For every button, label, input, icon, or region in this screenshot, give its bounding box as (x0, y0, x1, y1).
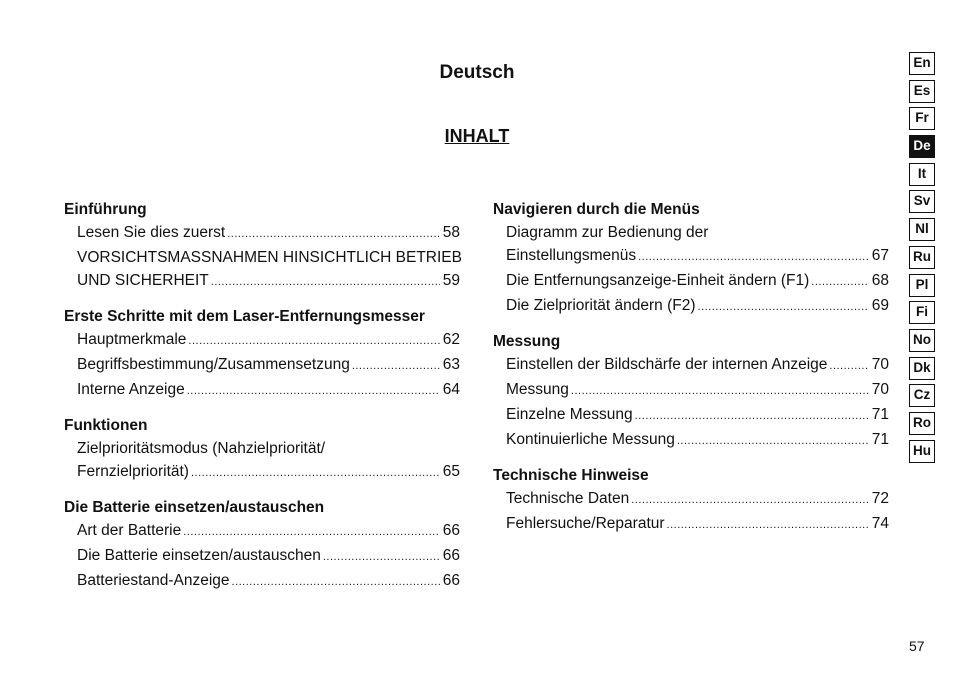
entry-title-line: Zielprioritätsmodus (Nahzielpriorität/ (77, 440, 326, 457)
entry-page-number: 64 (442, 381, 460, 398)
toc-section (64, 198, 460, 294)
entry-row (506, 269, 889, 294)
dot-leader (191, 460, 440, 485)
entry-page-number: 71 (871, 431, 889, 448)
section-heading: Einführung (64, 201, 147, 218)
contents-title: INHALT (444, 126, 510, 146)
toc-section (64, 414, 460, 485)
toc-entry[interactable] (64, 221, 460, 246)
language-tab-en[interactable]: En (909, 52, 935, 75)
entry-title: Art der Batterie (77, 522, 182, 539)
language-tab-de[interactable]: De (909, 135, 935, 158)
entry-page-number: 66 (442, 572, 460, 589)
entry-row (77, 221, 460, 246)
entry-row (506, 353, 889, 378)
entry-row (506, 512, 889, 537)
section-heading: Die Batterie einsetzen/austauschen (64, 499, 325, 516)
entry-title: Kontinuierliche Messung (506, 431, 675, 448)
entry-title: UND SICHERHEIT (77, 272, 209, 289)
entry-page-number: 70 (871, 381, 889, 398)
section-heading: Navigieren durch die Menüs (493, 201, 700, 218)
language-title: Deutsch (439, 62, 515, 83)
entry-row (506, 403, 889, 428)
entry-page-number: 66 (442, 547, 460, 564)
entry-page-number: 69 (871, 297, 889, 314)
toc-entry[interactable] (64, 328, 460, 353)
entry-page-number: 63 (442, 356, 460, 373)
toc-section (493, 464, 889, 537)
dot-leader (183, 519, 440, 544)
entry-title: Einzelne Messung (506, 406, 633, 423)
entry-page-number: 59 (442, 272, 460, 289)
entry-page-number: 71 (871, 406, 889, 423)
toc-entry[interactable] (493, 428, 889, 453)
entry-row (506, 244, 889, 269)
page-number: 57 (909, 638, 925, 654)
dot-leader (638, 244, 869, 269)
language-tab-ru[interactable]: Ru (909, 246, 935, 269)
dot-leader (667, 512, 869, 537)
entry-row (506, 294, 889, 319)
toc-section (64, 305, 460, 403)
toc-column-right (493, 198, 889, 548)
entry-page-number: 66 (442, 522, 460, 539)
toc-entry[interactable] (493, 269, 889, 294)
language-tab-fr[interactable]: Fr (909, 107, 935, 130)
toc-entry[interactable] (64, 437, 460, 485)
entry-title-line: Diagramm zur Bedienung der (506, 224, 709, 241)
dot-leader (677, 428, 869, 453)
entry-row (77, 460, 460, 485)
entry-page-number: 65 (442, 463, 460, 480)
entry-title: Die Zielpriorität ändern (F2) (506, 297, 696, 314)
entry-title: Die Entfernungsanzeige-Einheit ändern (F1) (506, 272, 810, 289)
entry-row (506, 428, 889, 453)
dot-leader (698, 294, 869, 319)
entry-row (77, 269, 460, 294)
toc-entry[interactable] (493, 221, 889, 269)
dot-leader (811, 269, 868, 294)
entry-row (77, 353, 460, 378)
toc-entry[interactable] (64, 544, 460, 569)
toc-entry[interactable] (493, 487, 889, 512)
dot-leader (829, 353, 868, 378)
dot-leader (323, 544, 440, 569)
entry-title: Technische Daten (506, 490, 630, 507)
entry-page-number: 70 (871, 356, 889, 373)
dot-leader (635, 403, 869, 428)
entry-page-number: 68 (871, 272, 889, 289)
dot-leader (352, 353, 440, 378)
entry-row (506, 487, 889, 512)
entry-title: Interne Anzeige (77, 381, 185, 398)
language-tab-hu[interactable]: Hu (909, 440, 935, 463)
toc-column-left (64, 198, 460, 605)
entry-row (77, 519, 460, 544)
entry-page-number: 58 (442, 224, 460, 241)
dot-leader (227, 221, 440, 246)
language-tab-nl[interactable]: Nl (909, 218, 935, 241)
entry-page-number: 74 (871, 515, 889, 532)
language-tab-fi[interactable]: Fi (909, 301, 935, 324)
entry-row (506, 378, 889, 403)
dot-leader (187, 378, 440, 403)
toc-entry[interactable] (64, 378, 460, 403)
entry-title: Messung (506, 381, 569, 398)
entry-title: Batteriestand-Anzeige (77, 572, 230, 589)
toc-entry[interactable] (64, 569, 460, 594)
entry-title: Einstellungsmenüs (506, 247, 637, 264)
dot-leader (232, 569, 440, 594)
toc-entry[interactable] (493, 378, 889, 403)
toc-entry[interactable] (493, 294, 889, 319)
entry-title: Die Batterie einsetzen/austauschen (77, 547, 321, 564)
toc-entry[interactable] (64, 246, 460, 294)
section-heading: Messung (493, 333, 561, 350)
section-heading: Erste Schritte mit dem Laser-Entfernungsmesser (64, 308, 425, 325)
language-tabs (909, 52, 935, 467)
entry-row (77, 544, 460, 569)
language-tab-pl[interactable]: Pl (909, 274, 935, 297)
entry-row (77, 328, 460, 353)
entry-title: Hauptmerkmale (77, 331, 187, 348)
language-tab-cz[interactable]: Cz (909, 384, 935, 407)
entry-row (77, 569, 460, 594)
language-tab-sv[interactable]: Sv (909, 190, 935, 213)
entry-title: Einstellen der Bildschärfe der internen Anzeige (506, 356, 828, 373)
toc-entry[interactable] (64, 519, 460, 544)
entry-title: Fehlersuche/Reparatur (506, 515, 665, 532)
section-heading: Funktionen (64, 417, 148, 434)
dot-leader (571, 378, 869, 403)
entry-page-number: 72 (871, 490, 889, 507)
language-tab-it[interactable]: It (909, 163, 935, 186)
dot-leader (211, 269, 440, 294)
toc-entry[interactable] (493, 512, 889, 537)
toc-entry[interactable] (493, 353, 889, 378)
entry-title-line: VORSICHTSMASSNAHMEN HINSICHTLICH BETRIEB (77, 249, 462, 266)
language-tab-dk[interactable]: Dk (909, 357, 935, 380)
language-tab-no[interactable]: No (909, 329, 935, 352)
toc-entry[interactable] (493, 403, 889, 428)
language-tab-ro[interactable]: Ro (909, 412, 935, 435)
entry-title: Fernzielpriorität) (77, 463, 189, 480)
entry-title: Lesen Sie dies zuerst (77, 224, 226, 241)
toc-section (64, 496, 460, 594)
dot-leader (631, 487, 869, 512)
entry-page-number: 67 (871, 247, 889, 264)
dot-leader (188, 328, 439, 353)
section-heading: Technische Hinweise (493, 467, 649, 484)
entry-page-number: 62 (442, 331, 460, 348)
entry-row (77, 378, 460, 403)
language-tab-es[interactable]: Es (909, 80, 935, 103)
toc-section (493, 330, 889, 453)
entry-title: Begriffsbestimmung/Zusammensetzung (77, 356, 350, 373)
toc-section (493, 198, 889, 319)
toc-entry[interactable] (64, 353, 460, 378)
